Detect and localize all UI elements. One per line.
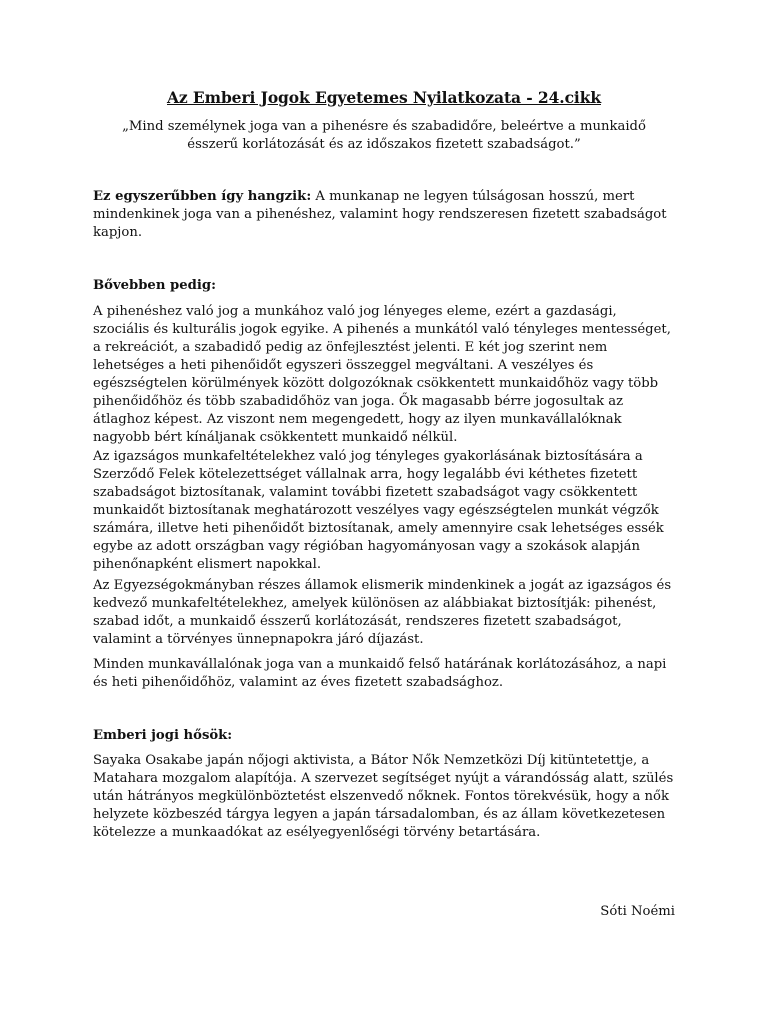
detail-paragraph-3: Az Egyezségokmányban részes államok elismerik mindenkinek a jogát az igazságos és kedvező munkafeltételekhez, amelyek különösen az alábbiakat biztosítják: pihenést, szabad időt, a munkaidő ésszerű korlátozását, rendszeres fizetett szabadságot, valamint a törvényes ünnepnapokra járó díjazást. bbox=[93, 578, 672, 647]
simple-explanation-label: Ez egyszerűbben így hangzik: bbox=[93, 189, 312, 204]
simple-explanation-text: A munkanap ne legyen túlságosan hosszú, mert mindenkinek joga van a pihenéshez, valamint hogy rendszeresen fizetett szabadságot kapjon. bbox=[93, 189, 667, 240]
document-title: Az Emberi Jogok Egyetemes Nyilatkozata - 24.cikk bbox=[167, 88, 601, 107]
detail-heading: Bővebben pedig: bbox=[93, 278, 216, 293]
detail-paragraph-1: A pihenéshez való jog a munkához való jog lényeges eleme, ezért a gazdasági, szociális és kulturális jogok egyike. A pihenés a munkától való tényleges mentességet, a rekreációt, a szabadidő pedig az önfejlesztést jelenti. E két jog szerint nem lehetséges a heti pihenőidőt egyszeri összeggel megváltani. A veszélyes és egészségtelen körülmények között dolgozóknak csökkentett munkaidőhöz vagy több pihenőidőhöz és több szabadidőhöz van joga. Ők magasabb bérre jogosultak az átlaghoz képest. Az viszont nem megengedett, hogy az ilyen munkavállalóknak nagyobb bért kínáljanak csökkentett munkaidő nélkül. bbox=[93, 304, 671, 445]
author-signature: Sóti Noémi bbox=[600, 904, 675, 919]
detail-paragraph-4: Minden munkavállalónak joga van a munkaidő felső határának korlátozásához, a napi és heti pihenőidőhöz, valamint az éves fizetett szabadsághoz. bbox=[93, 657, 667, 690]
article-quote: „Mind személynek joga van a pihenésre és szabadidőre, beleértve a munkaidő ésszerű korlátozását és az időszakos fizetett szabadságot.” bbox=[122, 119, 646, 152]
detail-paragraph-2: Az igazságos munkafeltételekhez való jog tényleges gyakorlásának biztosítására a Szerződő Felek kötelezettséget vállalnak arra, hogy legalább évi kéthetes fizetett szabadságot biztosítanak, valamint további fizetett szabadságot vagy csökkentett munkaidőt biztosítanak meghatározott veszélyes vagy egészségtelen munkát végzők számára, illetve heti pihenőidőt biztosítanak, amely amennyire csak lehetséges essék egybe az adott országban vagy régióban hagyományosan vagy a szokások alapján pihenőnapként elismert napokkal. bbox=[93, 449, 664, 572]
simple-explanation bbox=[93, 188, 677, 242]
simple-explanation-paragraph bbox=[93, 188, 677, 242]
heroes-paragraph: Sayaka Osakabe japán nőjogi aktivista, a Bátor Nők Nemzetközi Díj kitüntetettje, a Matahara mozgalom alapítója. A szervezet segítséget nyújt a várandósság alatt, szülés után hátrányos megkülönböztetést elszenvedő nőknek. Fontos törekvésük, hogy a nők helyzete közbeszéd tárgya legyen a japán társadalomban, és az állam következetesen kötelezze a munkaadókat az esélyegyenlőségi törvény betartására. bbox=[93, 753, 674, 840]
heroes-heading: Emberi jogi hősök: bbox=[93, 728, 233, 743]
